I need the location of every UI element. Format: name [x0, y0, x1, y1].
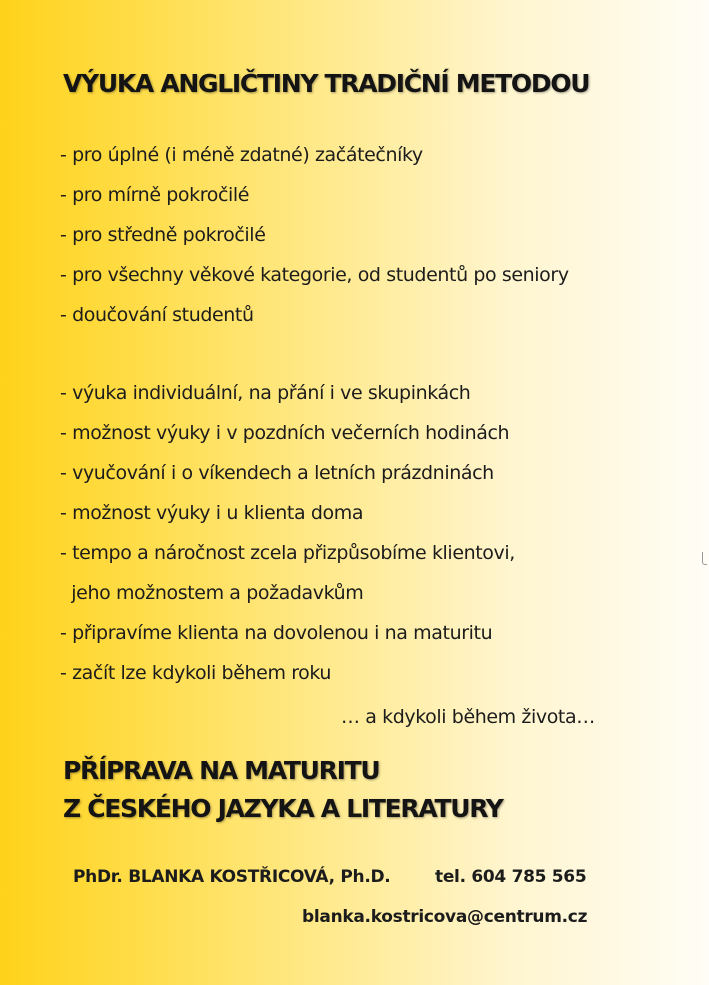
list-item: - tempo a náročnost zcela přizpůsobíme klientovi, — [60, 542, 515, 564]
list-item: - pro úplné (i méně zdatné) začátečníky — [60, 144, 423, 166]
list-item: - možnost výuky i v pozdních večerních hodinách — [60, 422, 510, 444]
list-item: - pro mírně pokročilé — [60, 184, 250, 206]
list-item: - pro středně pokročilé — [60, 224, 266, 246]
contact-phone: tel. 604 785 565 — [435, 867, 587, 887]
list-item: - možnost výuky i u klienta doma — [60, 502, 364, 524]
list-item: - začít lze kdykoli během roku — [60, 662, 332, 684]
list-item: - připravíme klienta na dovolenou i na maturitu — [60, 622, 493, 644]
subtitle-line-2: Z ČESKÉHO JAZYKA A LITERATURY — [63, 794, 503, 823]
list-item: - vyučování i o víkendech a letních prázdninách — [60, 462, 494, 484]
contact-name: PhDr. BLANKA KOSTŘICOVÁ, Ph.D. — [73, 867, 391, 887]
course-levels-list — [60, 135, 569, 335]
subtitle-line-1: PŘÍPRAVA NA MATURITU — [63, 756, 380, 785]
tagline: … a kdykoli během života… — [341, 706, 595, 728]
contact-email: blanka.kostricova@centrum.cz — [302, 907, 588, 927]
edge-mark-icon — [702, 552, 707, 565]
course-features-list — [60, 373, 515, 693]
main-title: VÝUKA ANGLIČTINY TRADIČNÍ METODOU — [63, 69, 590, 98]
list-item: - pro všechny věkové kategorie, od studentů po seniory — [60, 264, 569, 286]
list-item: jeho možnostem a požadavkům — [60, 582, 364, 604]
list-item: - výuka individuální, na přání i ve skupinkách — [60, 382, 471, 404]
list-item: - doučování studentů — [60, 304, 254, 326]
